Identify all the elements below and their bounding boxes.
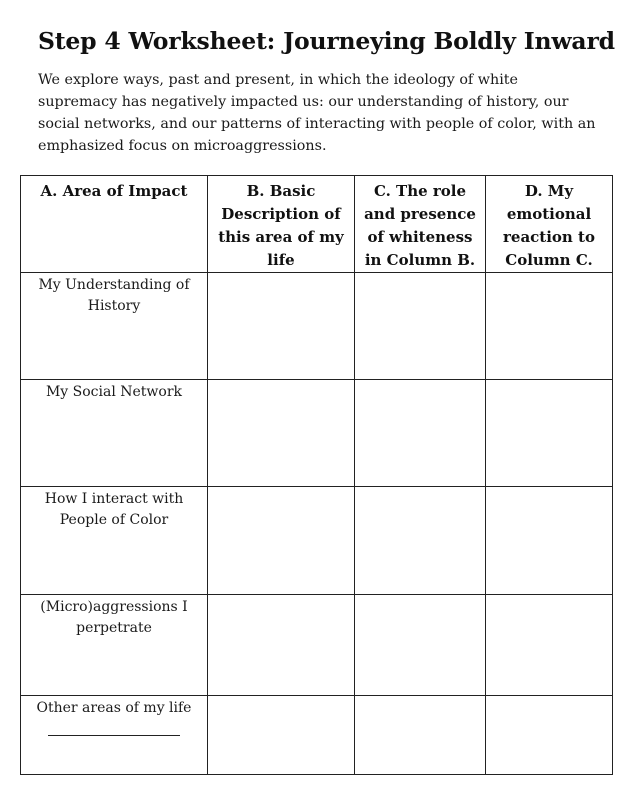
area-cell [21,380,208,487]
table-row [21,380,613,487]
reaction-cell[interactable] [486,273,613,380]
table-row [21,487,613,595]
table-row [21,696,613,775]
reaction-cell[interactable] [486,595,613,696]
header-label: A. Area of Impact [40,182,188,200]
description-cell[interactable] [208,595,355,696]
reaction-cell[interactable] [486,487,613,595]
area-cell [21,487,208,595]
whiteness-cell[interactable] [355,273,486,380]
description-cell[interactable] [208,696,355,775]
reaction-cell[interactable] [486,380,613,487]
table-row [21,273,613,380]
area-label: Other areas of my life [36,700,192,716]
whiteness-cell[interactable] [355,595,486,696]
header-label: B. Basic Description of this area of my life [218,182,344,269]
area-label: My Understanding of History [38,277,190,314]
header-basic-description [208,176,355,273]
fill-in-blank-line[interactable] [48,721,180,736]
header-emotional-reaction [486,176,613,273]
area-cell [21,696,208,775]
area-label: How I interact with People of Color [44,491,184,528]
area-cell [21,273,208,380]
area-label: (Micro)aggressions I perpetrate [40,599,188,636]
description-cell[interactable] [208,273,355,380]
header-label: C. The role and presence of whiteness in Column B. [364,182,476,269]
whiteness-cell[interactable] [355,380,486,487]
header-label: D. My emotional reaction to Column C. [503,182,595,269]
description-cell[interactable] [208,380,355,487]
area-cell [21,595,208,696]
whiteness-cell[interactable] [355,696,486,775]
reaction-cell[interactable] [486,696,613,775]
table-row [21,595,613,696]
whiteness-cell[interactable] [355,487,486,595]
page-title: Step 4 Worksheet: Journeying Boldly Inward [38,27,615,55]
header-row [21,176,613,273]
intro-paragraph: We explore ways, past and present, in which the ideology of white supremacy has negatively impacted us: our understanding of history, our social networks, and our patterns of interacting with people of color, with an emphasized focus on microaggressions. [38,72,596,154]
area-label: My Social Network [45,384,183,400]
header-area-of-impact [21,176,208,273]
description-cell[interactable] [208,487,355,595]
worksheet-table [20,175,613,775]
header-role-of-whiteness [355,176,486,273]
